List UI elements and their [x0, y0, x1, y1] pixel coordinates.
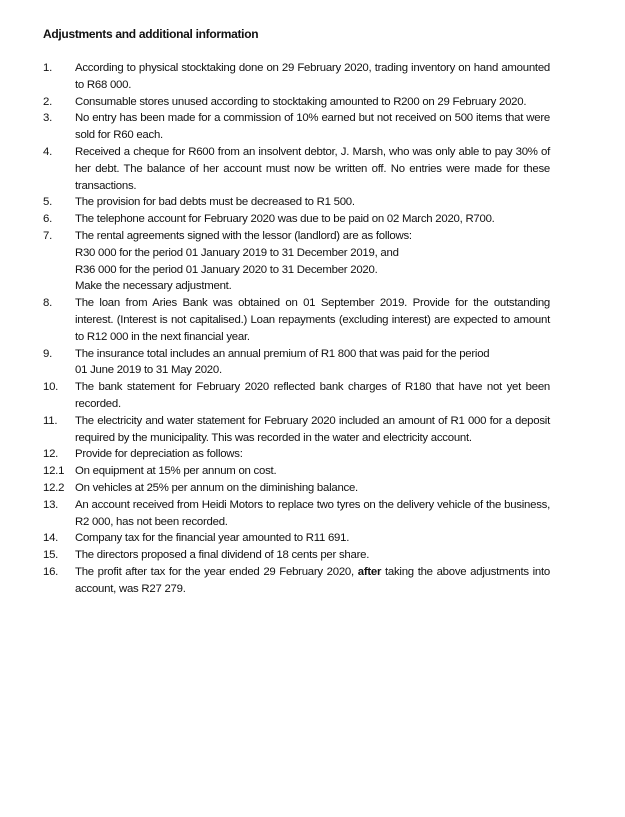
- list-item: [0, 211, 550, 228]
- list-item: [0, 346, 550, 380]
- item-number: 6.: [43, 213, 52, 226]
- list-item: [0, 530, 550, 547]
- item-number: 8.: [43, 297, 52, 310]
- list-item: [0, 94, 550, 111]
- item-text: On equipment at 15% per annum on cost.: [75, 465, 277, 478]
- item-number: 15.: [43, 549, 59, 562]
- item-number: 10.: [43, 381, 59, 394]
- list-item: [0, 144, 550, 194]
- item-number: 12.2: [43, 481, 65, 494]
- item-text: The directors proposed a final dividend of 18 cents per share.: [75, 549, 370, 562]
- item-text: The provision for bad debts must be decreased to R1 500.: [75, 196, 355, 209]
- item-text: No entry has been made for a commission of 10% earned but not received on 500 items that were sold for R60 each.: [75, 112, 550, 142]
- item-text-part: The profit after tax for the year ended 29 February 2020,: [75, 565, 358, 578]
- item-number: 9.: [43, 347, 52, 360]
- item-text: Received a cheque for R600 from an insolvent debtor, J. Marsh, who was only able to pay 30% of her debt. The balance of her account must now be written off. No entries were made for these transactions.: [75, 145, 550, 192]
- list-item: [0, 547, 550, 564]
- item-text-line: 01 June 2019 to 31 May 2020.: [75, 364, 222, 377]
- item-number: 11.: [43, 414, 58, 427]
- item-number: 5.: [43, 196, 52, 209]
- list-item: [0, 110, 550, 144]
- item-text-line: R30 000 for the period 01 January 2019 to 31 December 2019, and: [75, 246, 399, 259]
- item-number: 12.: [43, 448, 59, 461]
- list-item: [0, 379, 550, 413]
- list-item: [0, 463, 550, 480]
- item-text-line: The rental agreements signed with the lessor (landlord) are as follows:: [75, 229, 412, 242]
- list-item: [0, 480, 550, 497]
- item-number: 12.1: [43, 465, 65, 478]
- item-text: The electricity and water statement for February 2020 included an amount of R1 000 for a deposit required by the municipality. This was recorded in the water and electricity account.: [75, 414, 550, 444]
- item-text-line: R36 000 for the period 01 January 2020 to 31 December 2020.: [75, 263, 378, 276]
- item-number: 1.: [43, 62, 52, 74]
- list-item: [0, 295, 550, 345]
- list-item: [0, 194, 550, 211]
- item-text: Company tax for the financial year amounted to R11 691.: [75, 532, 350, 545]
- emphasis-text: after: [357, 565, 382, 578]
- item-text-line: Make the necessary adjustment.: [75, 280, 232, 293]
- item-text: On vehicles at 25% per annum on the diminishing balance.: [75, 481, 358, 494]
- list-item: [0, 413, 550, 447]
- item-number: 3.: [43, 112, 52, 125]
- item-number: 14.: [43, 532, 59, 545]
- item-text: The bank statement for February 2020 reflected bank charges of R180 that have not yet been recorded.: [75, 381, 550, 410]
- item-number: 2.: [43, 95, 52, 108]
- list-item: [0, 497, 550, 531]
- item-text: Provide for depreciation as follows:: [75, 448, 243, 461]
- item-text: The loan from Aries Bank was obtained on 01 September 2019. Provide for the outstanding interest. (Interest is not capitalised.) Loan repayments (excluding interest) are expected to amount to R12 000 in the next financial year.: [75, 297, 550, 343]
- item-text-part: taking the above adjustments into account, was R27 279.: [75, 565, 550, 595]
- item-text-line: The insurance total includes an annual premium of R1 800 that was paid for the period: [75, 347, 490, 360]
- item-number: 16.: [43, 565, 59, 578]
- list-item: [0, 228, 550, 295]
- item-text: [75, 564, 550, 598]
- item-text: According to physical stocktaking done on 29 February 2020, trading inventory on hand amounted to R68 000.: [75, 62, 550, 91]
- list-item: [0, 446, 550, 463]
- item-text: An account received from Heidi Motors to replace two tyres on the delivery vehicle of the business, R2 000, has not been recorded.: [75, 498, 550, 528]
- item-text: The telephone account for February 2020 was due to be paid on 02 March 2020, R700.: [75, 213, 495, 226]
- item-number: 7.: [43, 229, 52, 242]
- list-item: [0, 60, 550, 94]
- item-text: Consumable stores unused according to stocktaking amounted to R200 on 29 February 2020.: [75, 95, 527, 108]
- adjustments-list: [0, 60, 625, 598]
- item-number: 13.: [43, 498, 59, 511]
- item-number: 4.: [43, 145, 52, 158]
- list-item: [0, 564, 550, 598]
- page-title: Adjustments and additional information: [43, 27, 259, 41]
